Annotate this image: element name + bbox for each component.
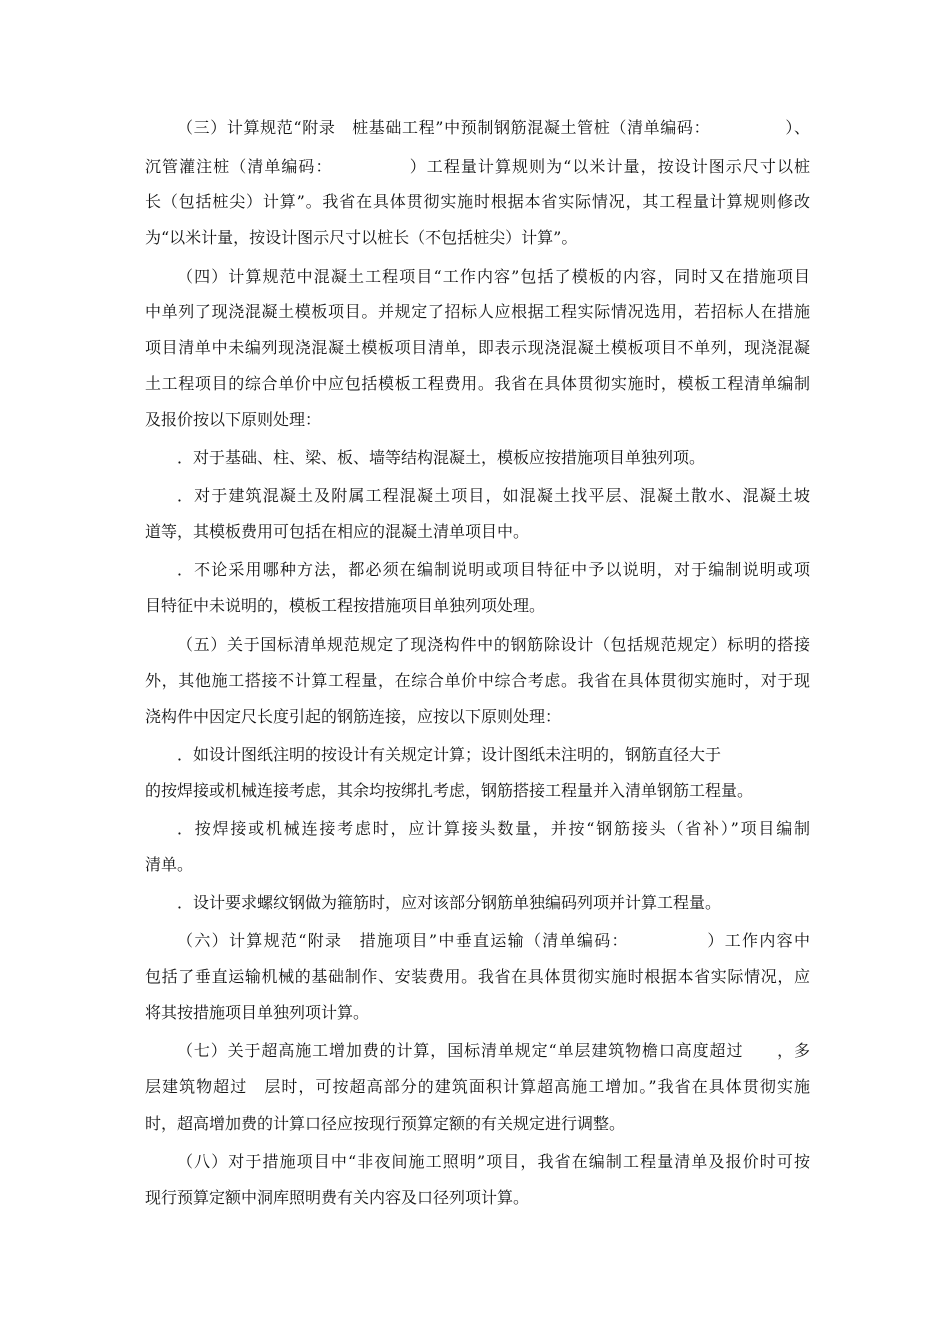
text-line: 为“以米计量，按设计图示尺寸以桩长（不包括桩尖）计算”。 — [145, 228, 578, 247]
text-line: 包括了垂直运输机械的基础制作、安装费用。我省在具体贯彻实施时根据本省实际情况，应 — [145, 967, 810, 986]
text-line: ．设计要求螺纹钢做为箍筋时，应对该部分钢筋单独编码列项并计算工程量。 — [177, 893, 722, 912]
text-line: 项目清单中未编列现浇混凝土模板项目清单，即表示现浇混凝土模板项目不单列，现浇混凝 — [145, 338, 810, 357]
text-line: （六）计算规范“附录 措施项目”中垂直运输（清单编码： ）工作内容中 — [177, 931, 810, 950]
text-line: （八）对于措施项目中“非夜间施工照明”项目，我省在编制工程量清单及报价时可按 — [177, 1152, 810, 1171]
text-line: 浇构件中因定尺长度引起的钢筋连接，应按以下原则处理： — [145, 707, 562, 726]
text-line: （五）关于国标清单规范规定了现浇构件中的钢筋除设计（包括规范规定）标明的搭接 — [177, 635, 810, 654]
text-line: ．不论采用哪种方法，都必须在编制说明或项目特征中予以说明，对于编制说明或项 — [177, 560, 810, 579]
text-line: 时，超高增加费的计算口径应按现行预算定额的有关规定进行调整。 — [145, 1114, 626, 1133]
text-line: 长（包括桩尖）计算”。我省在具体贯彻实施时根据本省实际情况，其工程量计算规则修改 — [145, 192, 810, 211]
text-line: 道等，其模板费用可包括在相应的混凝土清单项目中。 — [145, 522, 530, 541]
text-line: ．如设计图纸注明的按设计有关规定计算；设计图纸未注明的，钢筋直径大于 — [177, 745, 722, 764]
text-line: ．对于基础、柱、梁、板、墙等结构混凝土，模板应按措施项目单独列项。 — [177, 448, 706, 467]
text-line: （七）关于超高施工增加费的计算，国标清单规定“单层建筑物檐口高度超过 ，多 — [177, 1041, 810, 1060]
text-line: 现行预算定额中洞库照明费有关内容及口径列项计算。 — [145, 1188, 530, 1207]
text-line: 层建筑物超过 层时，可按超高部分的建筑面积计算超高施工增加。”我省在具体贯彻实施 — [145, 1077, 810, 1096]
text-line: 土工程项目的综合单价中应包括模板工程费用。我省在具体贯彻实施时，模板工程清单编制 — [145, 374, 810, 393]
text-line: 目特征中未说明的，模板工程按措施项目单独列项处理。 — [145, 596, 546, 615]
text-line: 中单列了现浇混凝土模板项目。并规定了招标人应根据工程实际情况选用，若招标人在措施 — [145, 302, 810, 321]
text-line: 外，其他施工搭接不计算工程量，在综合单价中综合考虑。我省在具体贯彻实施时，对于现 — [145, 671, 810, 690]
text-line: ．对于建筑混凝土及附属工程混凝土项目，如混凝土找平层、混凝土散水、混凝土坡 — [177, 486, 810, 505]
text-line: 清单。 — [145, 855, 194, 874]
text-line: 及报价按以下原则处理： — [145, 410, 322, 429]
document-page — [145, 0, 810, 1344]
text-line: 沉管灌注桩（清单编码： ）工程量计算规则为“以米计量，按设计图示尺寸以桩 — [145, 157, 810, 176]
text-line: ．按焊接或机械连接考虑时，应计算接头数量，并按“钢筋接头（省补）”项目编制 — [177, 819, 810, 838]
text-line: （三）计算规范“附录 桩基础工程”中预制钢筋混凝土管桩（清单编码： ）、 — [177, 118, 810, 137]
text-line: （四）计算规范中混凝土工程项目“工作内容”包括了模板的内容，同时又在措施项目 — [177, 267, 810, 286]
text-line: 将其按措施项目单独列项计算。 — [145, 1003, 370, 1022]
text-line: 的按焊接或机械连接考虑，其余均按绑扎考虑，钢筋搭接工程量并入清单钢筋工程量。 — [145, 781, 754, 800]
